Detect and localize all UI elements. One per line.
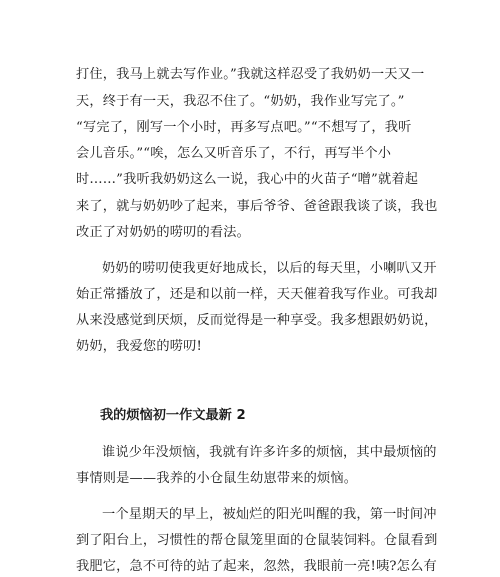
paragraph-line: 始正常播放了，还是和以前一样，天天催着我写作业。可我却 xyxy=(76,287,438,302)
paragraph-line: 奶奶的唠叨使我更好地成长，以后的每天里，小喇叭又开 xyxy=(102,261,437,276)
paragraph-line: “写完了，刚写一个小时，再多写点吧。”“不想写了，我听 xyxy=(76,120,412,135)
paragraph-line: 时……”我听我奶奶这么一说，我心中的火苗子“噌”就着起 xyxy=(76,172,419,187)
paragraph-line: 来了，就与奶奶吵了起来，事后爷爷、爸爸跟我谈了谈，我也 xyxy=(76,199,438,214)
paragraph-line: 打住，我马上就去写作业。”我就这样忍受了我奶奶一天又一 xyxy=(76,67,425,82)
paragraph-line: 从来没感觉到厌烦，反而觉得是一种享受。我多想跟奶奶说， xyxy=(76,313,438,328)
paragraph-line: 到了阳台上，习惯性的帮仓鼠笼里面的仓鼠装饲料。仓鼠看到 xyxy=(76,533,438,548)
paragraph-line: 一个星期天的早上，被灿烂的阳光叫醒的我，第一时间冲 xyxy=(102,507,437,522)
paragraph-line: 改正了对奶奶的唠叨的看法。 xyxy=(76,225,251,240)
paragraph-line: 天，终于有一天，我忍不住了。“奶奶，我作业写完了。” xyxy=(76,94,405,109)
paragraph-line: 事情则是——我养的小仓鼠生幼崽带来的烦恼。 xyxy=(76,471,358,486)
paragraph-line: 谁说少年没烦恼，我就有许多许多的烦恼，其中最烦恼的 xyxy=(102,445,437,460)
section-heading: 我的烦恼初一作文最新 2 xyxy=(100,408,246,423)
paragraph-line: 奶奶，我爱您的唠叨! xyxy=(76,339,202,354)
paragraph-line: 我肥它，急不可待的站了起来，忽然，我眼前一亮!咦?怎么有 xyxy=(76,559,437,574)
paragraph-line: 会儿音乐。”“唉，怎么又听音乐了，不行，再写半个小 xyxy=(76,146,392,161)
